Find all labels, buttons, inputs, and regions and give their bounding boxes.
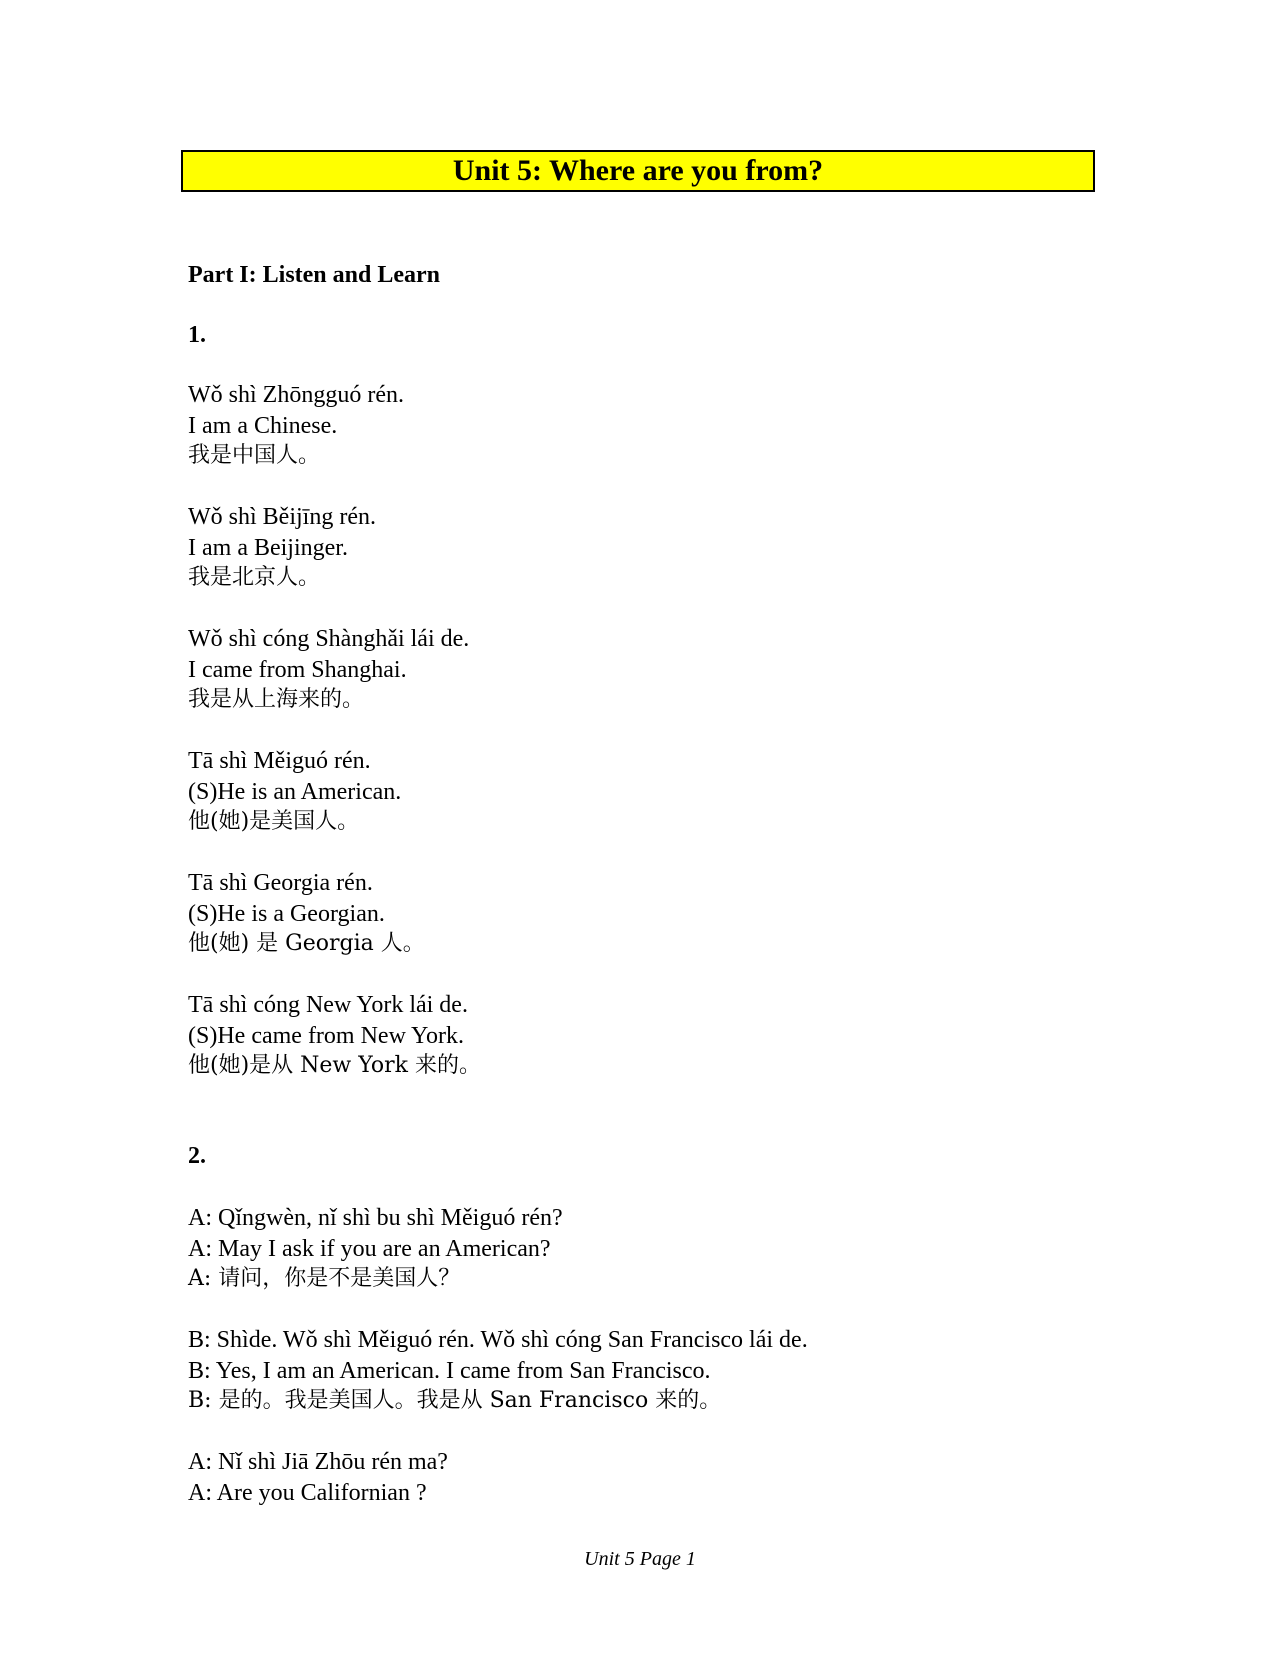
pinyin-line: Wǒ shì Zhōngguó rén. bbox=[188, 382, 404, 408]
english-line: I am a Beijinger. bbox=[188, 534, 348, 561]
english-line: (S)He is an American. bbox=[188, 778, 402, 805]
dialogue-group bbox=[188, 1325, 808, 1417]
dialogue-group bbox=[188, 1447, 448, 1508]
pinyin-line: Wǒ shì Běijīng rén. bbox=[188, 504, 376, 530]
title-banner bbox=[181, 150, 1095, 192]
pinyin-line: Wǒ shì cóng Shànghǎi lái de. bbox=[188, 626, 470, 652]
chinese-line: 他(她) 是 Georgia 人。 bbox=[188, 931, 425, 956]
pinyin-line: Tā shì Měiguó rén. bbox=[188, 748, 371, 774]
phrase-group bbox=[188, 990, 481, 1082]
chinese-line: 我是从上海来的。 bbox=[188, 687, 365, 712]
pinyin-line: A: Nǐ shì Jiā Zhōu rén ma? bbox=[188, 1449, 448, 1475]
chinese-line: 他(她)是从 New York 来的。 bbox=[188, 1053, 481, 1078]
english-line: A: May I ask if you are an American? bbox=[188, 1235, 551, 1262]
pinyin-line: A: Qǐngwèn, nǐ shì bu shì Měiguó rén? bbox=[188, 1205, 563, 1231]
phrase-group bbox=[188, 746, 401, 838]
english-line: (S)He came from New York. bbox=[188, 1022, 464, 1049]
section-heading: Part I: Listen and Learn bbox=[188, 262, 440, 288]
pinyin-line: Tā shì Georgia rén. bbox=[188, 870, 373, 896]
item-number-2: 2. bbox=[188, 1143, 206, 1169]
english-line: I am a Chinese. bbox=[188, 412, 338, 439]
phrase-group bbox=[188, 502, 376, 594]
english-line: (S)He is a Georgian. bbox=[188, 900, 385, 927]
phrase-group bbox=[188, 624, 469, 716]
english-line: B: Yes, I am an American. I came from San Francisco. bbox=[188, 1357, 711, 1384]
chinese-line: B: 是的。我是美国人。我是从 San Francisco 来的。 bbox=[188, 1388, 722, 1413]
pinyin-line: Tā shì cóng New York lái de. bbox=[188, 992, 468, 1018]
pinyin-line: B: Shìde. Wǒ shì Měiguó rén. Wǒ shì cóng San Francisco lái de. bbox=[188, 1327, 808, 1353]
phrase-group bbox=[188, 380, 404, 472]
english-line: A: Are you Californian ? bbox=[188, 1479, 427, 1506]
chinese-line: 我是中国人。 bbox=[188, 443, 321, 468]
chinese-line: 我是北京人。 bbox=[188, 565, 321, 590]
english-line: I came from Shanghai. bbox=[188, 656, 407, 683]
dialogue-group bbox=[188, 1203, 563, 1295]
chinese-line: A: 请问，你是不是美国人？ bbox=[188, 1266, 461, 1291]
unit-title: Unit 5: Where are you from? bbox=[452, 154, 824, 187]
chinese-line: 他(她)是美国人。 bbox=[188, 809, 360, 834]
page-footer: Unit 5 Page 1 bbox=[584, 1548, 696, 1570]
phrase-group bbox=[188, 868, 425, 960]
item-number-1: 1. bbox=[188, 322, 206, 348]
